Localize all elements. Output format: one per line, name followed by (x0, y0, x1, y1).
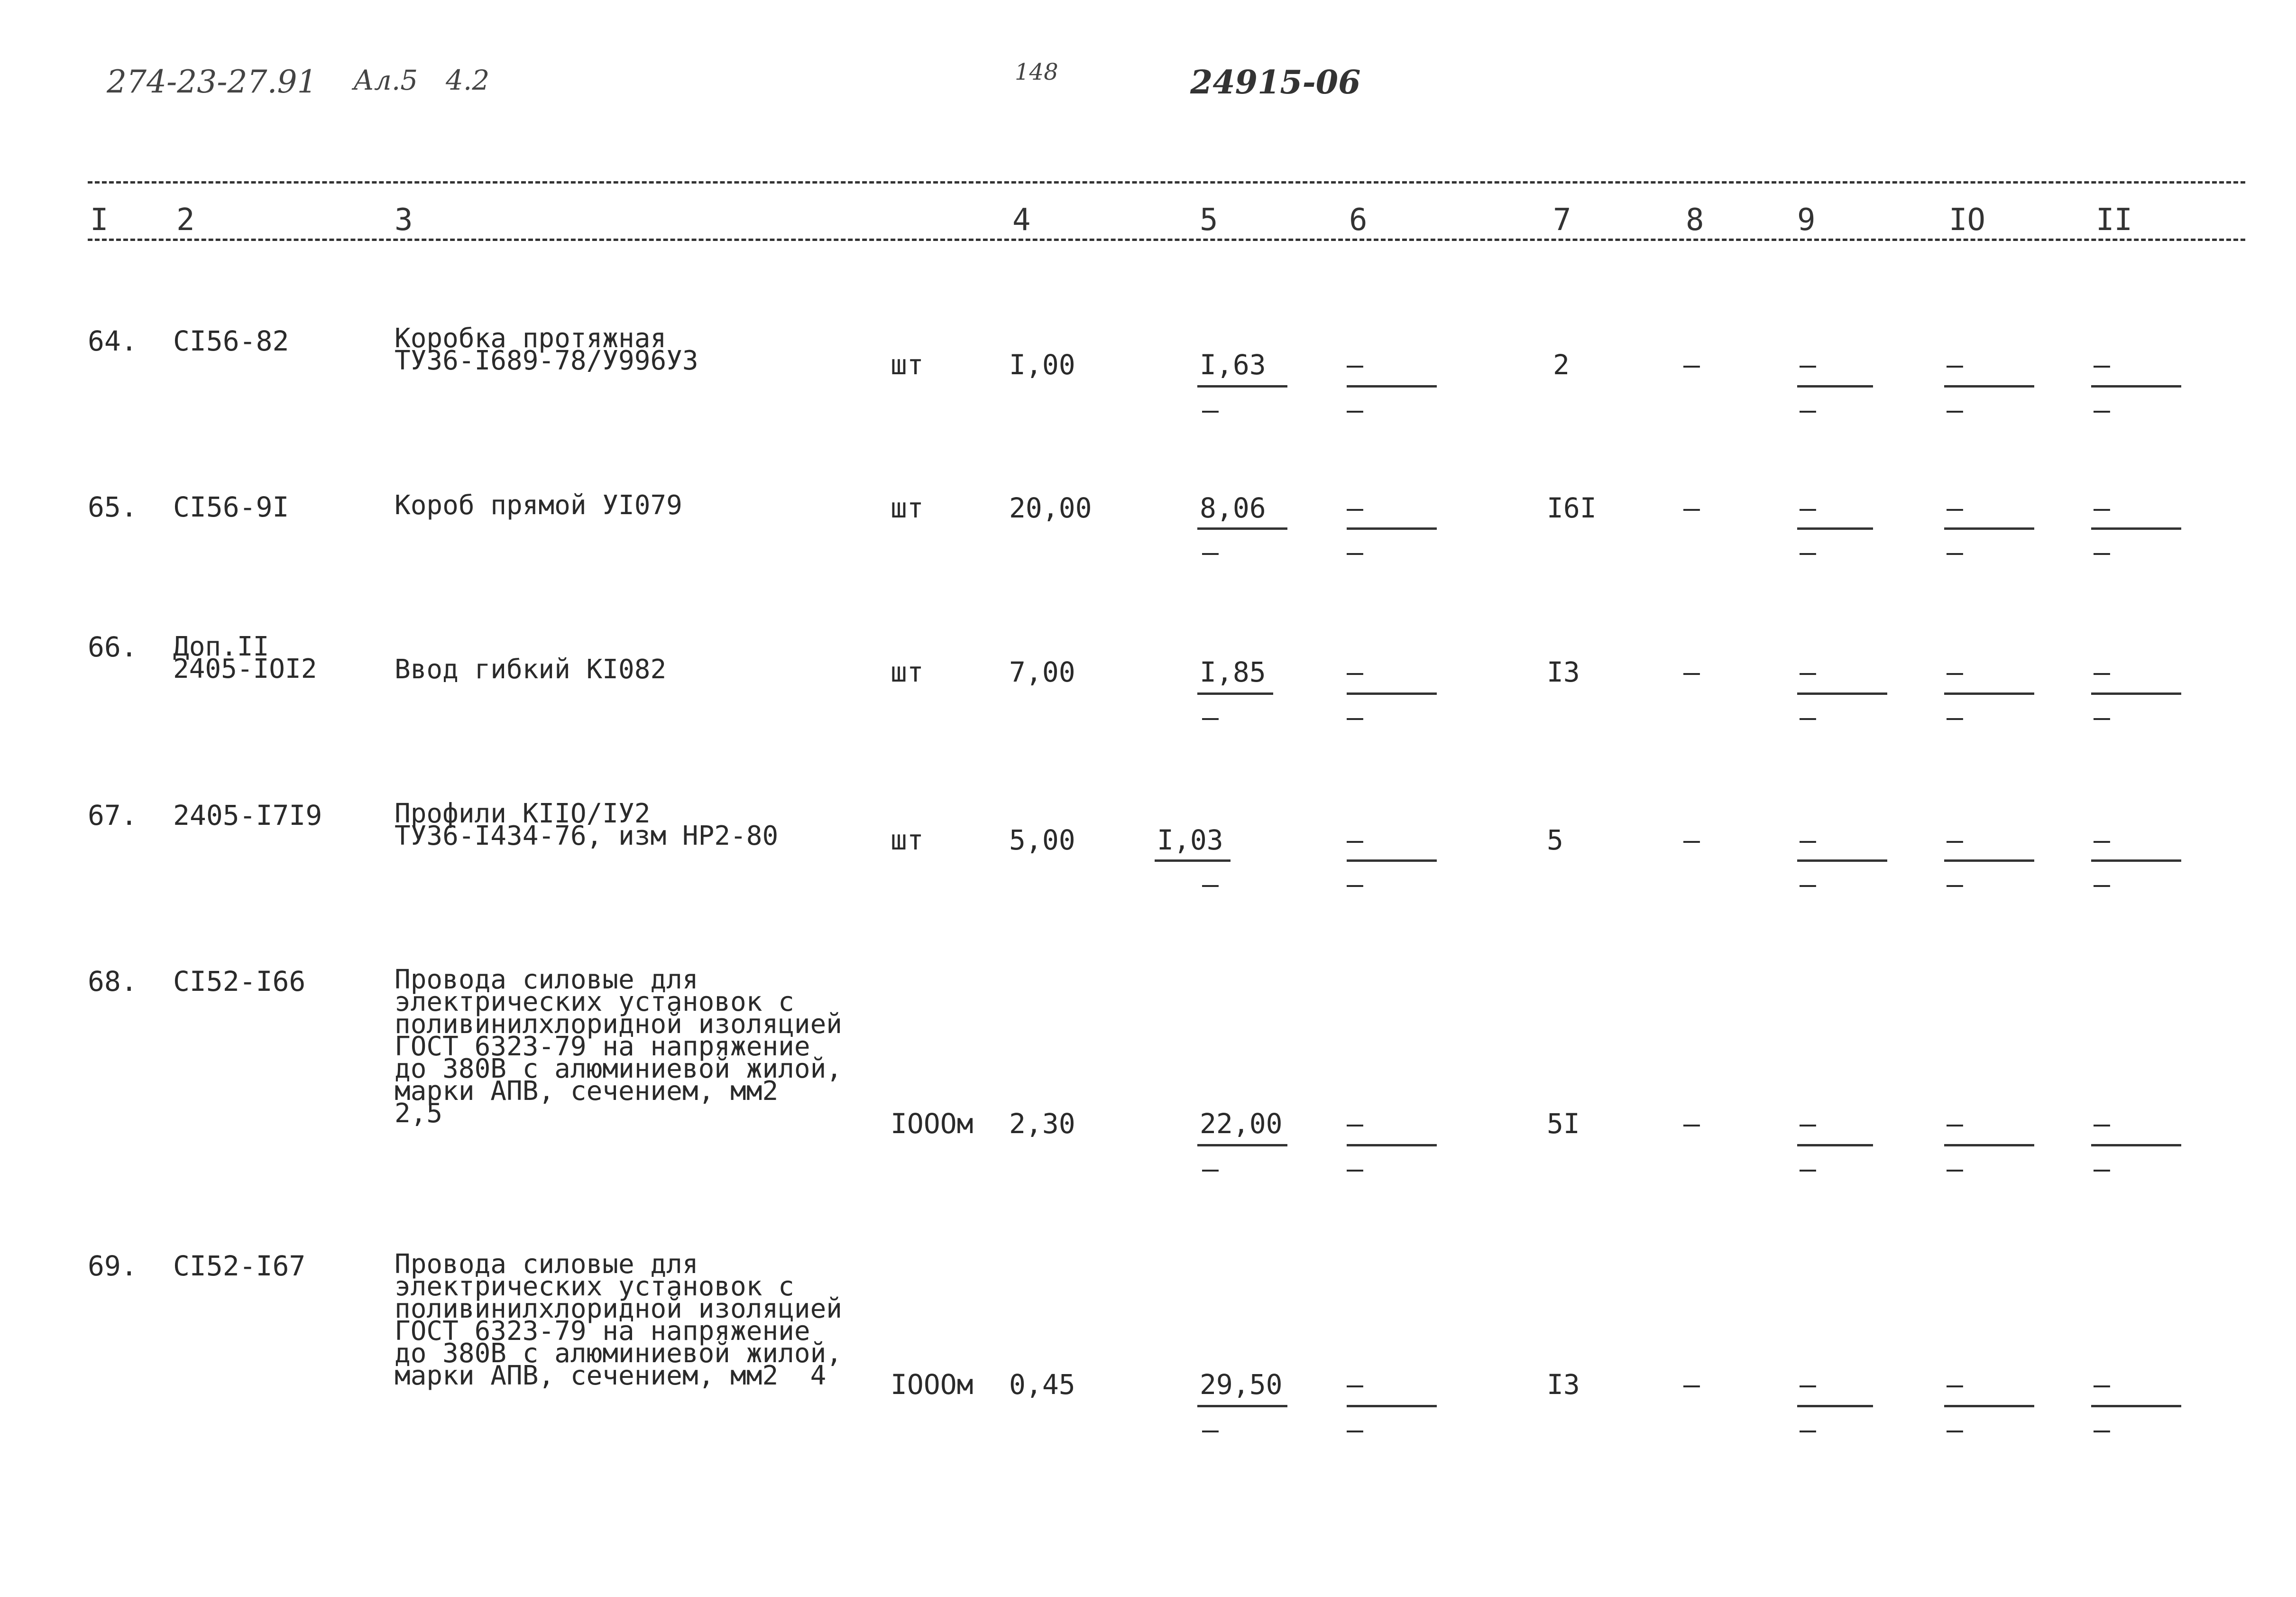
unit: IOOOм (891, 1108, 974, 1140)
col10-sub: – (1947, 536, 1963, 568)
underline-rule (1197, 527, 1287, 530)
col9-sub: – (1800, 701, 1816, 733)
item-code: CI52-I66 (173, 965, 306, 997)
underline-rule (1347, 1405, 1437, 1407)
item-description: Профили KIIO/IУ2 ТУ36-I434-76, изм НР2-80 (395, 798, 779, 851)
total: 5I (1547, 1108, 1580, 1140)
underline-rule (2091, 1144, 2181, 1146)
unit-price: I,85 (1200, 656, 1266, 688)
col8-value: – (1683, 824, 1700, 856)
underline-rule (1944, 1144, 2034, 1146)
sheet-note-2: 4.2 (446, 64, 490, 96)
unit-price-sub: – (1202, 701, 1219, 733)
underline-rule (1347, 692, 1437, 695)
column-header: 7 (1553, 203, 1571, 238)
col8-value: – (1683, 492, 1700, 524)
col11-sub: – (2094, 536, 2110, 568)
underline-rule (1797, 527, 1873, 530)
underline-rule (1944, 1405, 2034, 1407)
underline-rule (1347, 385, 1437, 388)
item-code: CI56-9I (173, 491, 289, 523)
total: 5 (1547, 824, 1563, 856)
underline-rule (1944, 385, 2034, 388)
underline-rule (2091, 859, 2181, 862)
underline-rule (1797, 385, 1873, 388)
column-header: 8 (1686, 203, 1704, 238)
col9-sub: – (1800, 536, 1816, 568)
col8-value: – (1683, 656, 1700, 688)
column-header: 5 (1200, 203, 1218, 238)
sheet-note-1: Ал.5 (353, 64, 418, 96)
unit-price: 8,06 (1200, 492, 1266, 524)
col9-value: – (1800, 492, 1816, 524)
row-number: 68. (88, 965, 138, 997)
col6-sub: – (1347, 1413, 1363, 1446)
underline-rule (2091, 385, 2181, 388)
col10-value: – (1947, 492, 1963, 524)
row-number: 65. (88, 491, 138, 523)
underline-rule (1197, 1144, 1287, 1146)
col10-value: – (1947, 824, 1963, 856)
row-number: 66. (88, 631, 138, 663)
col6-sub: – (1347, 701, 1363, 733)
header-bottom-rule (88, 239, 2245, 241)
col9-value: – (1800, 1368, 1816, 1401)
column-header: I (90, 203, 109, 238)
unit-price: 29,50 (1200, 1368, 1283, 1401)
col6-value: – (1347, 1108, 1363, 1140)
col9-sub: – (1800, 1153, 1816, 1185)
col11-sub: – (2094, 1413, 2110, 1446)
col11-sub: – (2094, 394, 2110, 426)
col11-value: – (2094, 349, 2110, 381)
col11-value: – (2094, 824, 2110, 856)
col10-sub: – (1947, 394, 1963, 426)
page-number: 148 (1015, 59, 1058, 85)
col6-sub: – (1347, 536, 1363, 568)
col11-value: – (2094, 1108, 2110, 1140)
col10-value: – (1947, 349, 1963, 381)
total: I3 (1547, 656, 1580, 688)
col9-value: – (1800, 349, 1816, 381)
unit: IOOOм (891, 1368, 974, 1401)
total: 2 (1553, 349, 1570, 381)
col9-sub: – (1800, 394, 1816, 426)
col6-value: – (1347, 656, 1363, 688)
col10-sub: – (1947, 1153, 1963, 1185)
column-header: 2 (176, 203, 195, 238)
total: I3 (1547, 1368, 1580, 1401)
underline-rule (2091, 692, 2181, 695)
unit-price: I,03 (1157, 824, 1223, 856)
column-header: 9 (1797, 203, 1816, 238)
quantity: 0,45 (1009, 1368, 1075, 1401)
item-description: Короб прямой УI079 (395, 490, 682, 521)
col11-sub: – (2094, 701, 2110, 733)
quantity: 20,00 (1009, 492, 1092, 524)
header-top-rule (88, 181, 2245, 184)
item-description: Провода силовые для электрических установок с поливинилхлоридной изоляцией ГОСТ 6323-79 на напряжение до 380В с алюминиевой жилой, марки АПВ, сечением, мм2 4 (395, 1249, 843, 1391)
unit-price: 22,00 (1200, 1108, 1283, 1140)
col6-value: – (1347, 824, 1363, 856)
col8-value: – (1683, 1108, 1700, 1140)
quantity: 7,00 (1009, 656, 1075, 688)
column-header: 3 (395, 203, 413, 238)
underline-rule (1797, 1405, 1873, 1407)
col6-sub: – (1347, 394, 1363, 426)
col10-value: – (1947, 1368, 1963, 1401)
row-number: 67. (88, 799, 138, 831)
col10-value: – (1947, 1108, 1963, 1140)
col6-sub: – (1347, 868, 1363, 900)
row-number: 64. (88, 325, 138, 357)
document-code: 274-23-27.91 (107, 64, 317, 100)
col9-sub: – (1800, 1413, 1816, 1446)
unit-price: I,63 (1200, 349, 1266, 381)
underline-rule (1944, 859, 2034, 862)
col11-value: – (2094, 492, 2110, 524)
item-code: CI52-I67 (173, 1250, 306, 1282)
unit: шт (891, 349, 924, 381)
unit-price-sub: – (1202, 1153, 1219, 1185)
col11-sub: – (2094, 1153, 2110, 1185)
underline-rule (1797, 692, 1887, 695)
col8-value: – (1683, 1368, 1700, 1401)
item-code: 2405-I7I9 (173, 799, 322, 831)
unit-price-sub: – (1202, 536, 1219, 568)
col10-sub: – (1947, 868, 1963, 900)
col11-value: – (2094, 1368, 2110, 1401)
unit: шт (891, 656, 924, 688)
col9-value: – (1800, 1108, 1816, 1140)
column-header: 4 (1012, 203, 1031, 238)
col9-value: – (1800, 656, 1816, 688)
underline-rule (1944, 527, 2034, 530)
quantity: I,00 (1009, 349, 1075, 381)
underline-rule (1347, 859, 1437, 862)
underline-rule (1155, 859, 1231, 862)
unit: шт (891, 824, 924, 856)
col6-value: – (1347, 492, 1363, 524)
item-description: Ввод гибкий KI082 (395, 654, 667, 685)
underline-rule (1797, 859, 1887, 862)
unit-price-sub: – (1202, 1413, 1219, 1446)
col10-sub: – (1947, 1413, 1963, 1446)
column-header: II (2096, 203, 2133, 238)
item-code: Доп.II 2405-IOI2 (173, 631, 317, 684)
col6-value: – (1347, 1368, 1363, 1401)
col9-value: – (1800, 824, 1816, 856)
underline-rule (2091, 527, 2181, 530)
unit-price-sub: – (1202, 868, 1219, 900)
quantity: 2,30 (1009, 1108, 1075, 1140)
row-number: 69. (88, 1250, 138, 1282)
total: I6I (1547, 492, 1597, 524)
item-description: Коробка протяжная ТУ36-I689-78/У996У3 (395, 323, 698, 376)
unit-price-sub: – (1202, 394, 1219, 426)
col9-sub: – (1800, 868, 1816, 900)
col6-sub: – (1347, 1153, 1363, 1185)
unit: шт (891, 492, 924, 524)
col11-value: – (2094, 656, 2110, 688)
underline-rule (1944, 692, 2034, 695)
underline-rule (1197, 1405, 1287, 1407)
underline-rule (1797, 1144, 1873, 1146)
item-code: CI56-82 (173, 325, 289, 357)
column-header: IO (1949, 203, 1986, 238)
underline-rule (1347, 527, 1437, 530)
underline-rule (1197, 385, 1287, 388)
inventory-number: 24915-06 (1190, 64, 1361, 102)
col8-value: – (1683, 349, 1700, 381)
item-description: Провода силовые для электрических установок с поливинилхлоридной изоляцией ГОСТ 6323-79 на напряжение до 380В с алюминиевой жилой, марки АПВ, сечением, мм2 2,5 (395, 964, 843, 1129)
underline-rule (2091, 1405, 2181, 1407)
col11-sub: – (2094, 868, 2110, 900)
underline-rule (1347, 1144, 1437, 1146)
underline-rule (1197, 692, 1273, 695)
col6-value: – (1347, 349, 1363, 381)
quantity: 5,00 (1009, 824, 1075, 856)
col10-value: – (1947, 656, 1963, 688)
column-header: 6 (1349, 203, 1368, 238)
col10-sub: – (1947, 701, 1963, 733)
